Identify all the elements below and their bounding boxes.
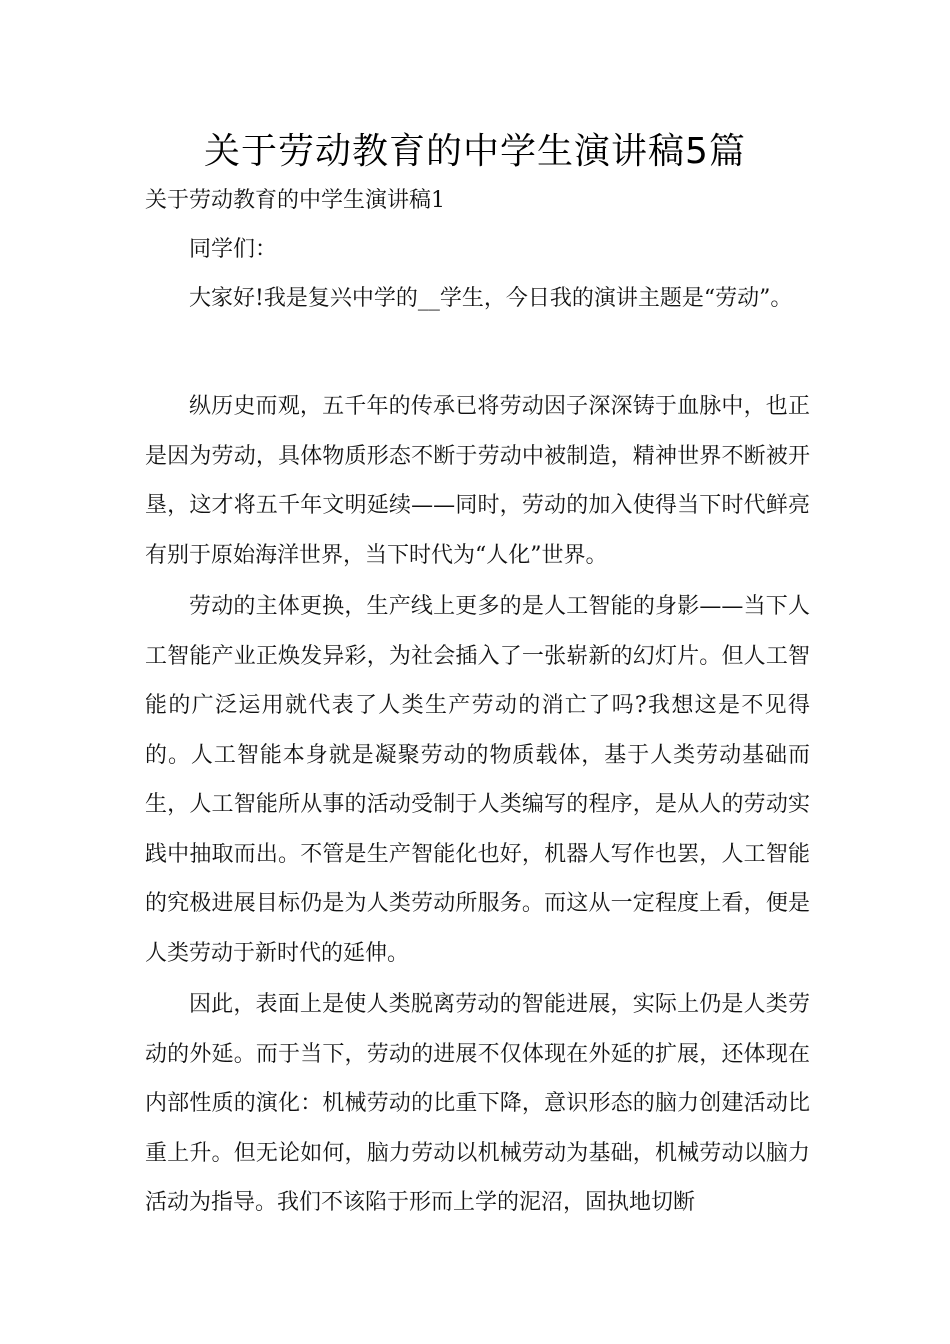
salutation: 同学们： xyxy=(189,237,278,262)
paragraph-extension: 因此，表面上是使人类脱离劳动的智能进展，实际上仍是人类劳动的外延。而于当下，劳动的进展不仅体现在外延的扩展，还体现在内部性质的演化：机械劳动的比重下降，意识形态的脑力创建活动比重上升。但无论如何，脑力劳动以机械劳动为基础，机械劳动以脑力活动为指导。我们不该陷于形而上学的泥沼，固执地切断 xyxy=(145,992,810,1215)
greeting-line: 大家好!我是复兴中学的__学生，今日我的演讲主题是“劳动”。 xyxy=(189,286,793,311)
document-title: 关于劳动教育的中学生演讲稿5篇 xyxy=(204,131,746,172)
paragraph-ai: 劳动的主体更换，生产线上更多的是人工智能的身影——当下人工智能产业正焕发异彩，为社会插入了一张崭新的幻灯片。但人工智能的广泛运用就代表了人类生产劳动的消亡了吗?我想这是不见得的。人工智能本身就是凝聚劳动的物质载体，基于人类劳动基础而生，人工智能所从事的活动受制于人类编写的程序，是从人的劳动实践中抽取而出。不管是生产智能化也好，机器人写作也罢，人工智能的究极进展目标仍是为人类劳动所服务。而这从一定程度上看，便是人类劳动于新时代的延伸。 xyxy=(145,594,810,966)
paragraph-history: 纵历史而观，五千年的传承已将劳动因子深深铸于血脉中，也正是因为劳动，具体物质形态不断于劳动中被制造，精神世界不断被开垦，这才将五千年文明延续——同时，劳动的加入使得当下时代鲜亮有别于原始海洋世界，当下时代为“人化”世界。 xyxy=(145,394,810,568)
speech-subtitle: 关于劳动教育的中学生演讲稿1 xyxy=(145,188,445,213)
speech-body xyxy=(145,382,810,1230)
